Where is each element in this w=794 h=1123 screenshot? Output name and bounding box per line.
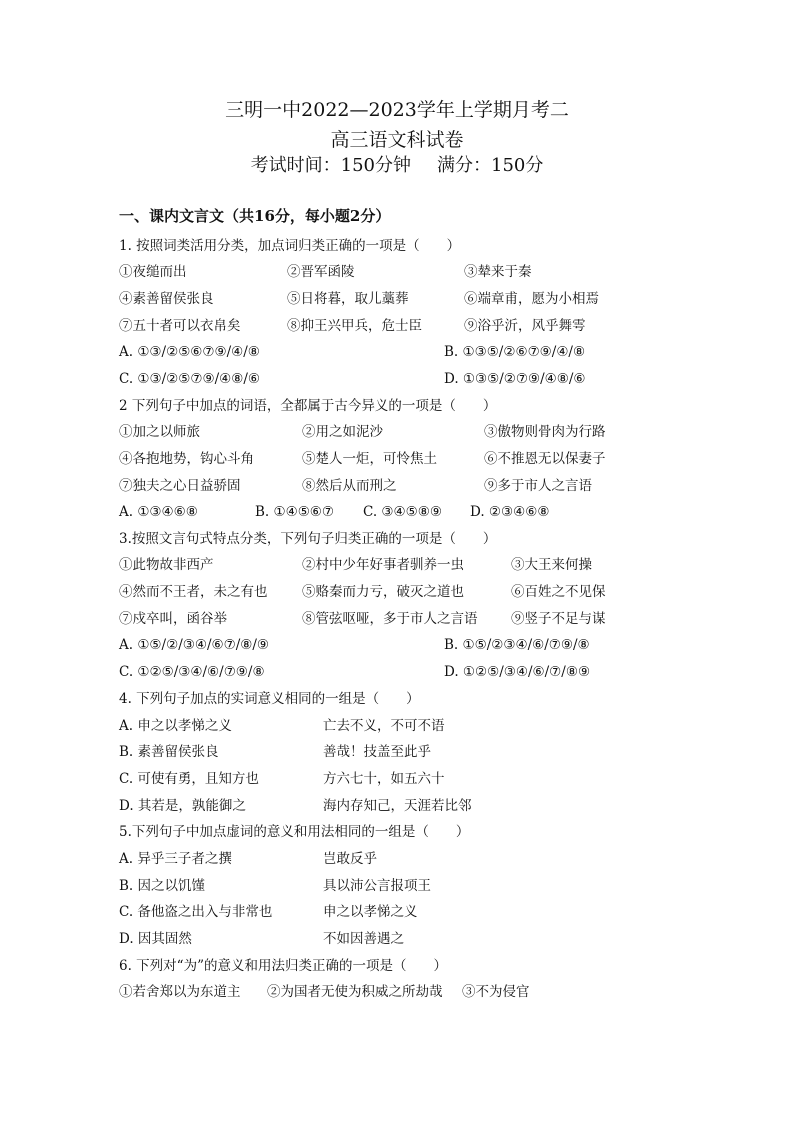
option: A. 申之以孝悌之义 (119, 718, 232, 734)
item: ⑧然后从而刑之 (302, 478, 397, 494)
item: ①加之以师旅 (119, 424, 200, 440)
option-pair: 岂敢反乎 (323, 851, 377, 867)
item: ⑦独夫之心日益骄固 (119, 478, 241, 494)
option-pair: 申之以孝悌之义 (323, 904, 418, 920)
item: ②晋军函陵 (287, 264, 355, 280)
option-pair: 亡去不义，不可不语 (323, 718, 445, 734)
item: ⑥端章甫，愿为小相焉 (464, 291, 599, 307)
option: C. 备他盗之出入与非常也 (119, 904, 273, 920)
option: B. 素善留侯张良 (119, 744, 219, 760)
exam-meta (0, 153, 794, 179)
item: ⑤楚人一炬，可怜焦土 (302, 451, 437, 467)
option: D. 因其固然 (119, 931, 192, 947)
item: ⑤日将暮，取儿藁葬 (287, 291, 409, 307)
item: ⑨多于市人之言语 (484, 478, 592, 494)
option: D. 其若是，孰能御之 (119, 798, 246, 814)
option-pair: 不如因善遇之 (323, 931, 404, 947)
item: ③不为侵官 (462, 984, 530, 1000)
option: A. ①⑤/②/③④/⑥⑦/⑧/⑨ (119, 637, 269, 653)
option-pair: 方六七十，如五六十 (323, 771, 445, 787)
item: ⑧管弦呕哑，多于市人之言语 (302, 611, 478, 627)
item: ⑤赂秦而力亏，破灭之道也 (302, 584, 464, 600)
exam-time: 考试时间：150分钟 (250, 155, 411, 176)
item: ⑦五十者可以衣帛矣 (119, 318, 241, 334)
item: ②为国者无使为积威之所劫哉 (267, 984, 443, 1000)
item: ③大王来何操 (511, 557, 592, 573)
item: ⑧抑王兴甲兵，危士臣 (287, 318, 422, 334)
item: ②用之如泥沙 (302, 424, 383, 440)
option: C. 可使有勇，且知方也 (119, 771, 259, 787)
option: D. ①③⑤/②⑦⑨/④⑧/⑥ (444, 371, 586, 387)
item: ④各抱地势，钩心斗角 (119, 451, 254, 467)
option: A. ①③④⑥⑧ (119, 504, 198, 520)
option: B. ①④⑤⑥⑦ (255, 504, 335, 520)
option: C. ①②⑤/③④/⑥/⑦⑨/⑧ (119, 664, 265, 680)
section-heading: 一、课内文言文（共16分，每小题2分） (119, 207, 391, 225)
item: ④素善留侯张良 (119, 291, 214, 307)
item: ⑦戍卒叫，函谷举 (119, 611, 227, 627)
option: B. ①③⑤/②⑥⑦⑨/④/⑧ (444, 344, 586, 360)
exam-title: 三明一中2022—2023学年上学期月考二 (225, 99, 569, 121)
item: ⑨浴乎沂，风乎舞雩 (464, 318, 586, 334)
option: C. ①③/②⑤⑦⑨/④⑧/⑥ (119, 371, 260, 387)
option: A. 异乎三子者之撰 (119, 851, 232, 867)
item: ①夜缒而出 (119, 264, 187, 280)
option: C. ③④⑤⑧⑨ (363, 504, 442, 520)
item: ③傲物则骨肉为行路 (484, 424, 606, 440)
item: ①若舍郑以为东道主 (119, 984, 241, 1000)
item: ⑥百姓之不见保 (511, 584, 606, 600)
option: D. ②③④⑥⑧ (470, 504, 550, 520)
option-pair: 海内存知己，天涯若比邻 (323, 798, 472, 814)
option: B. ①⑤/②③④/⑥/⑦⑨/⑧ (444, 637, 590, 653)
option: B. 因之以饥馑 (119, 878, 206, 894)
item: ①此物故非西产 (119, 557, 214, 573)
exam-subtitle: 高三语文科试卷 (330, 129, 464, 151)
item: ②村中少年好事者驯养一虫 (302, 557, 464, 573)
option: D. ①②⑤/③④/⑥/⑦/⑧⑨ (444, 664, 591, 680)
item: ③辇来于秦 (464, 264, 532, 280)
item: ④然而不王者，未之有也 (119, 584, 268, 600)
item: ⑥不推恩无以保妻子 (484, 451, 606, 467)
exam-page: 三明一中2022—2023学年上学期月考二 高三语文科试卷 考试时间：150分钟 满分：150分 一、课内文言文（共16分，每小题2分） 1. 按照词类活用分类，加点词归类正确的一项是（ ） ①夜缒而出 ②晋军函陵 ③辇来于秦 ④素善留侯张良 ⑤日将暮，取儿藁葬 ⑥端章甫，愿为小相焉 ⑦五十者可以衣帛矣 ⑧抑王兴甲兵，危士臣 ⑨浴乎沂，风乎舞雩 A. ①③/②⑤⑥⑦⑨/④/⑧ B. ①③⑤/②⑥⑦⑨/④/⑧ C. ①③/②⑤⑦⑨/④⑧/⑥ D. ①③⑤/②⑦⑨/④⑧/⑥ 2 下列句子中加点的词语，全都属于古今异义的一项是（ ） ①加之以师旅 ②用之如泥沙 ③傲物则骨肉为行路 ④各抱地势，钩心斗角 ⑤楚人一炬，可怜焦土 ⑥不推恩无以保妻子 ⑦独夫之心日益骄固 ⑧然后从而刑之 ⑨多于市人之言语 A. ①③④⑥⑧ B. ①④⑤⑥⑦ C. ③④⑤⑧⑨ D. ②③④⑥⑧ 3.按照文言句式特点分类，下列句子归类正确的一项是（ ） ①此物故非西产 ②村中少年好事者驯养一虫 ③大王来何操 ④然而不王者，未之有也 ⑤赂秦而力亏，破灭之道也 ⑥百姓之不见保 ⑦戍卒叫，函谷举 ⑧管弦呕哑，多于市人之言语 ⑨竖子不足与谋 A. ①⑤/②/③④/⑥⑦/⑧/⑨ B. ①⑤/②③④/⑥/⑦⑨/⑧ C. ①②⑤/③④/⑥/⑦⑨/⑧ D. ①②⑤/③④/⑥/⑦/⑧⑨ 4. 下列句子加点的实词意义相同的一组是（ ） A. 申之以孝悌之义 亡去不义，不可不语 B. 素善留侯张良 善哉！技盖至此乎 C. 可使有勇，且知方也 方六七十，如五六十 D. 其若是，孰能御之 海内存知己，天涯若比邻 5.下列句子中加点虚词的意义和用法相同的一组是（ ） A. 异乎三子者之撰 岂敢反乎 B. 因之以饥馑 具以沛公言报项王 C. 备他盗之出入与非常也 申之以孝悌之义 D. 因其固然 不如因善遇之 6. 下列对“为”的意义和用法归类正确的一项是（ ） ①若舍郑以为东道主 ②为国者无使为积威之所劫哉 ③不为侵官 (0, 0, 794, 1123)
option: A. ①③/②⑤⑥⑦⑨/④/⑧ (119, 344, 260, 360)
item: ⑨竖子不足与谋 (511, 611, 606, 627)
exam-score: 满分：150分 (437, 155, 544, 176)
option-pair: 善哉！技盖至此乎 (323, 744, 431, 760)
option-pair: 具以沛公言报项王 (323, 878, 431, 894)
